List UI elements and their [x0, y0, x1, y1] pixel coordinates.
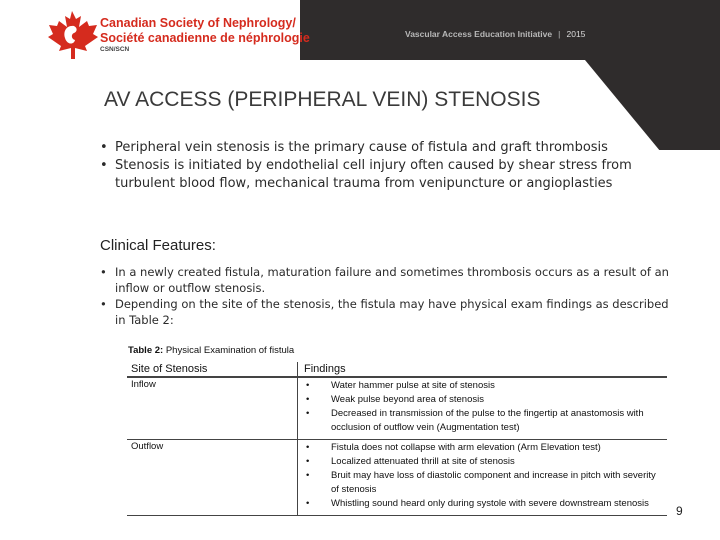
site-cell: Outflow [127, 440, 298, 516]
organization-name [100, 16, 310, 46]
table-row [127, 440, 667, 516]
feature-bullet: • In a newly created fistula, maturation failure and sometimes thrombosis occurs as a result of an inflow or outflow stenosis. [100, 264, 680, 296]
header-separator: | [558, 29, 561, 39]
finding-item: • Water hammer pulse at site of stenosis [304, 379, 663, 393]
header-year: 2015 [566, 29, 586, 39]
intro-bullet: • Stenosis is initiated by endothelial cell injury often caused by shear stress from turbulent blood flow, mechanical trauma from venipuncture or angioplasties [100, 157, 680, 193]
table-caption [128, 345, 294, 356]
initiative-name: Vascular Access Education Initiative [405, 29, 553, 39]
finding-item: • Whistling sound heard only during systole with severe downstream stenosis [304, 497, 663, 511]
slide-title: AV ACCESS (PERIPHERAL VEIN) STENOSIS [104, 88, 541, 111]
findings-list [304, 441, 663, 511]
header-initiative-line [405, 29, 585, 39]
findings-cell [298, 377, 668, 440]
finding-item: • Weak pulse beyond area of stenosis [304, 393, 663, 407]
findings-cell [298, 440, 668, 516]
maple-leaf-kidney-logo-icon [44, 10, 104, 60]
table-caption-label: Table 2: [128, 345, 164, 356]
table-header-row [127, 362, 667, 377]
table-caption-text: Physical Examination of fistula [165, 345, 295, 356]
clinical-features-list [100, 264, 680, 328]
finding-item: • Bruit may have loss of diastolic component and increase in pitch with severity of stenosis [304, 469, 663, 497]
physical-exam-table [127, 362, 667, 516]
organization-abbreviation: CSN/SCN [100, 46, 130, 53]
findings-list [304, 379, 663, 435]
intro-bullet: • Peripheral vein stenosis is the primary cause of fistula and graft thrombosis [100, 139, 680, 157]
table-row [127, 377, 667, 440]
column-header-findings: Findings [298, 362, 668, 377]
header-corner-decoration [585, 60, 720, 150]
finding-item: • Localized attenuated thrill at site of stenosis [304, 455, 663, 469]
finding-item: • Fistula does not collapse with arm elevation (Arm Elevation test) [304, 441, 663, 455]
intro-bullet-list [100, 139, 680, 193]
feature-bullet: • Depending on the site of the stenosis, the fistula may have physical exam findings as described in Table 2: [100, 296, 680, 328]
organization-name-english: Canadian Society of Nephrology/ [100, 16, 296, 30]
site-cell: Inflow [127, 377, 298, 440]
clinical-features-heading: Clinical Features: [100, 237, 216, 254]
page-number: 9 [676, 504, 683, 518]
organization-name-french: Société canadienne de néphrologie [100, 31, 310, 45]
column-header-site: Site of Stenosis [127, 362, 298, 377]
finding-item: • Decreased in transmission of the pulse to the fingertip at anastomosis with occlusion of outflow vein (Augmentation test) [304, 407, 663, 435]
